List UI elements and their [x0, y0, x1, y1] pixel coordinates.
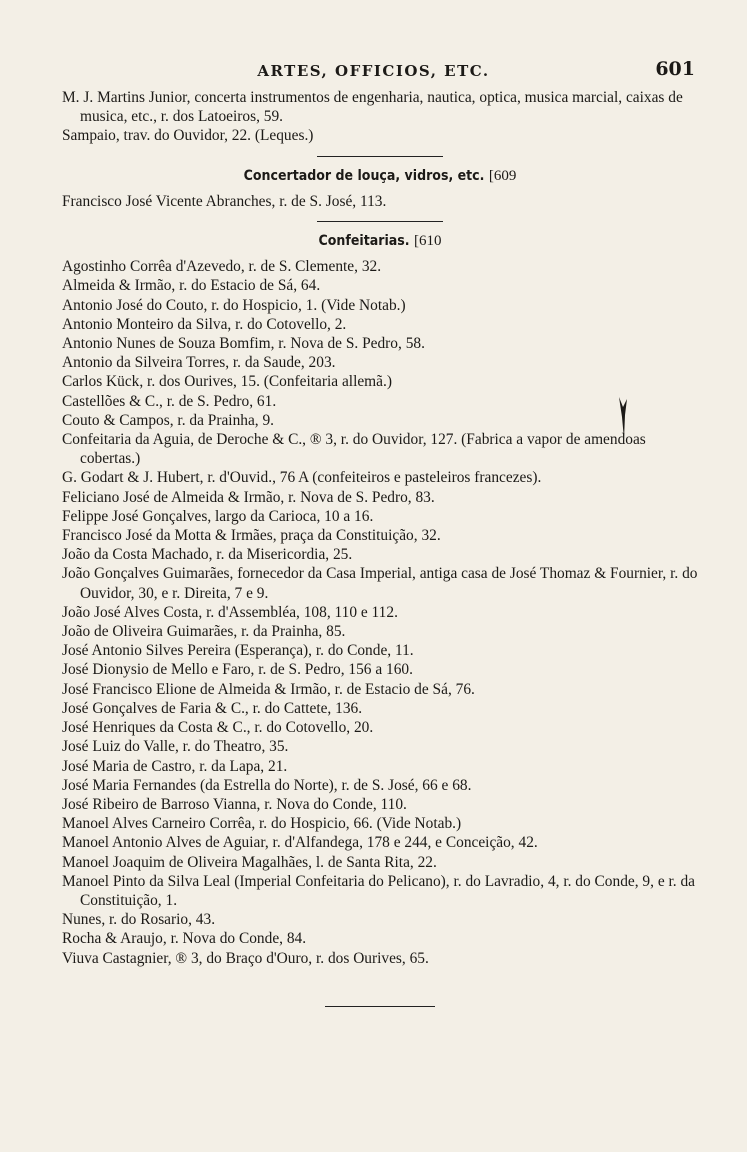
list-item: Francisco José Vicente Abranches, r. de S. José, 113. — [62, 192, 387, 210]
list-item: Manoel Joaquim de Oliveira Magalhães, l. de Santa Rita, 22. — [62, 853, 437, 871]
list-item: João Gonçalves Guimarães, fornecedor da Casa Imperial, antiga casa de José Thomaz & Fournier, r. do Ouvidor, 30, e r. Direita, 7 e 9. — [62, 565, 698, 602]
section-number: [610 — [413, 233, 442, 250]
list-item: Antonio José do Couto, r. do Hospicio, 1. (Vide Notab.) — [62, 296, 406, 314]
list-item: José Dionysio de Mello e Faro, r. de S. Pedro, 156 a 160. — [62, 661, 413, 679]
end-divider — [325, 1006, 435, 1007]
list-item: G. Godart & J. Hubert, r. d'Ouvid., 76 A (confeiteiros e pasteleiros francezes). — [62, 469, 542, 487]
list-item: Antonio Monteiro da Silva, r. do Cotovello, 2. — [62, 315, 347, 333]
list-item: Manoel Pinto da Silva Leal (Imperial Confeitaria do Pelicano), r. do Lavradio, 4, r. do Conde, 9, e r. da Constituição, 1. — [62, 872, 695, 909]
list-item: Agostinho Corrêa d'Azevedo, r. de S. Clemente, 32. — [62, 258, 382, 276]
list-item: José Luiz do Valle, r. do Theatro, 35. — [62, 738, 289, 756]
list-item: Sampaio, trav. do Ouvidor, 22. (Leques.) — [62, 127, 314, 145]
list-item: Confeitaria da Aguia, de Deroche & C., ® 3, r. do Ouvidor, 127. (Fabrica a vapor de amendoas cobertas.) — [62, 431, 646, 468]
page-number: 601 — [655, 58, 695, 80]
list-item: Viuva Castagnier, ® 3, do Braço d'Ouro, r. dos Ourives, 65. — [62, 949, 429, 967]
list-item: José Maria de Castro, r. da Lapa, 21. — [62, 757, 288, 775]
list-item: José Henriques da Costa & C., r. do Cotovello, 20. — [62, 719, 374, 737]
list-item: Carlos Kück, r. dos Ourives, 15. (Confeitaria allemã.) — [62, 373, 392, 391]
section-number: [609 — [488, 167, 517, 184]
list-item: José Gonçalves de Faria & C., r. do Cattete, 136. — [62, 699, 363, 717]
list-item: M. J. Martins Junior, concerta instrumentos de engenharia, nautica, optica, musica marcial, caixas de musica, etc., r. dos Latoeiros, 59. — [62, 89, 683, 126]
section-divider — [317, 221, 443, 222]
ink-mark — [618, 395, 628, 441]
list-item: Antonio Nunes de Souza Bomfim, r. Nova de S. Pedro, 58. — [62, 335, 425, 353]
page-content — [62, 88, 698, 1007]
list-item: Almeida & Irmão, r. do Estacio de Sá, 64. — [62, 277, 321, 295]
section-heading — [62, 232, 698, 251]
list-item: João José Alves Costa, r. d'Assembléa, 108, 110 e 112. — [62, 603, 398, 621]
section-heading — [62, 167, 698, 186]
list-item: João da Costa Machado, r. da Misericordia, 25. — [62, 546, 353, 564]
list-item: Felippe José Gonçalves, largo da Carioca, 10 a 16. — [62, 507, 374, 525]
list-item: Nunes, r. do Rosario, 43. — [62, 911, 216, 929]
list-item: Rocha & Araujo, r. Nova do Conde, 84. — [62, 930, 307, 948]
section-title: Concertador de louça, vidros, etc. — [243, 167, 485, 184]
list-item: Antonio da Silveira Torres, r. da Saude, 203. — [62, 354, 336, 372]
list-item: Couto & Campos, r. da Prainha, 9. — [62, 411, 275, 429]
list-item: José Maria Fernandes (da Estrella do Norte), r. de S. José, 66 e 68. — [62, 776, 472, 794]
section-divider — [317, 156, 443, 157]
list-item: Feliciano José de Almeida & Irmão, r. Nova de S. Pedro, 83. — [62, 488, 435, 506]
entry-list — [62, 257, 698, 968]
list-item: José Ribeiro de Barroso Vianna, r. Nova do Conde, 110. — [62, 795, 407, 813]
list-item: José Antonio Silves Pereira (Esperança), r. do Conde, 11. — [62, 642, 414, 660]
list-item: José Francisco Elione de Almeida & Irmão, r. de Estacio de Sá, 76. — [62, 680, 475, 698]
list-item: Manoel Antonio Alves de Aguiar, r. d'Alfandega, 178 e 244, e Conceição, 42. — [62, 834, 538, 852]
list-item: João de Oliveira Guimarães, r. da Prainha, 85. — [62, 623, 346, 641]
section-title: Confeitarias. — [318, 233, 410, 250]
list-item: Castellões & C., r. de S. Pedro, 61. — [62, 392, 277, 410]
running-title: ARTES, OFFICIOS, ETC. — [257, 62, 490, 80]
list-item: Francisco José da Motta & Irmães, praça da Constituição, 32. — [62, 527, 441, 545]
list-item: Manoel Alves Carneiro Corrêa, r. do Hospicio, 66. (Vide Notab.) — [62, 815, 462, 833]
